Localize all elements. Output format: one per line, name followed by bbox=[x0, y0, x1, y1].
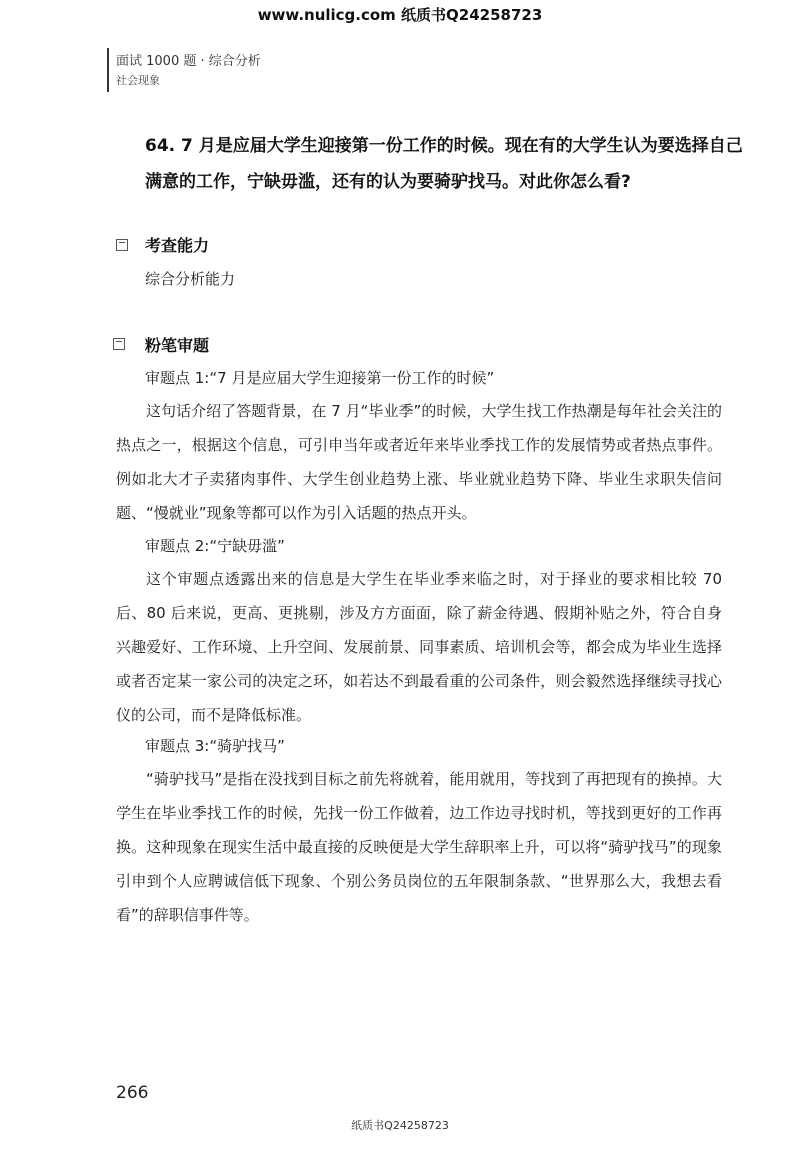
point-1-title: 审题点 1:“7 月是应届大学生迎接第一份工作的时候” bbox=[145, 369, 495, 387]
ability-section-icon bbox=[116, 239, 128, 251]
point-3-body: “骑驴找马”是指在没找到目标之前先将就着，能用就用，等找到了再把现有的换掉。大学生在毕业季找工作的时候，先找一份工作做着，边工作边寻找时机，等找到更好的工作再换。这种现象在现实生活中最直接的反映便是大学生辞职率上升，可以将“骑驴找马”的现象引申到个人应聘诚信低下现象、个别公务员岗位的五年限制条款、“世界那么大，我想去看看”的辞职信事件等。 bbox=[116, 770, 722, 924]
analysis-section-icon bbox=[113, 338, 125, 350]
point-3-title: 审题点 3:“骑驴找马” bbox=[145, 737, 285, 755]
analysis-heading: 粉笔审题 bbox=[145, 336, 210, 355]
page-number: 266 bbox=[116, 1083, 149, 1103]
point-1-body: 这句话介绍了答题背景，在 7 月“毕业季”的时候，大学生找工作热潮是每年社会关注的热点之一，根据这个信息，可引申当年或者近年来毕业季找工作的发展情势或者热点事件。例如北大才子卖猪肉事件、大学生创业趋势上涨、毕业就业趋势下降、毕业生求职失信问题、“慢就业”现象等都可以作为引入话题的热点开头。 bbox=[116, 402, 722, 522]
point-2-body: 这个审题点透露出来的信息是大学生在毕业季来临之时，对于择业的要求相比较 70 后、80 后来说，更高、更挑剔，涉及方方面面，除了薪金待遇、假期补贴之外，符合自身兴趣爱好、工作环境、上升空间、发展前景、同事素质、培训机会等，都会成为毕业生选择或者否定某一家公司的决定之环，如若达不到最看重的公司条件，则会毅然选择继续寻找心仪的公司，而不是降低标准。 bbox=[116, 570, 722, 724]
running-header-title: 面试 1000 题 · 综合分析 bbox=[116, 54, 261, 69]
question-text: 64. 7 月是应届大学生迎接第一份工作的时候。现在有的大学生认为要选择自己满意的工作，宁缺毋滥，还有的认为要骑驴找马。对此你怎么看? bbox=[145, 136, 743, 192]
point-2-title: 审题点 2:“宁缺毋滥” bbox=[145, 537, 285, 555]
header-divider bbox=[107, 48, 109, 92]
ability-text: 综合分析能力 bbox=[145, 270, 236, 288]
top-watermark: www.nulicg.com 纸质书Q24258723 bbox=[257, 6, 543, 24]
bottom-watermark: 纸质书Q24258723 bbox=[351, 1119, 449, 1132]
running-header-subtitle: 社会现象 bbox=[116, 74, 160, 87]
ability-heading: 考查能力 bbox=[145, 236, 210, 255]
